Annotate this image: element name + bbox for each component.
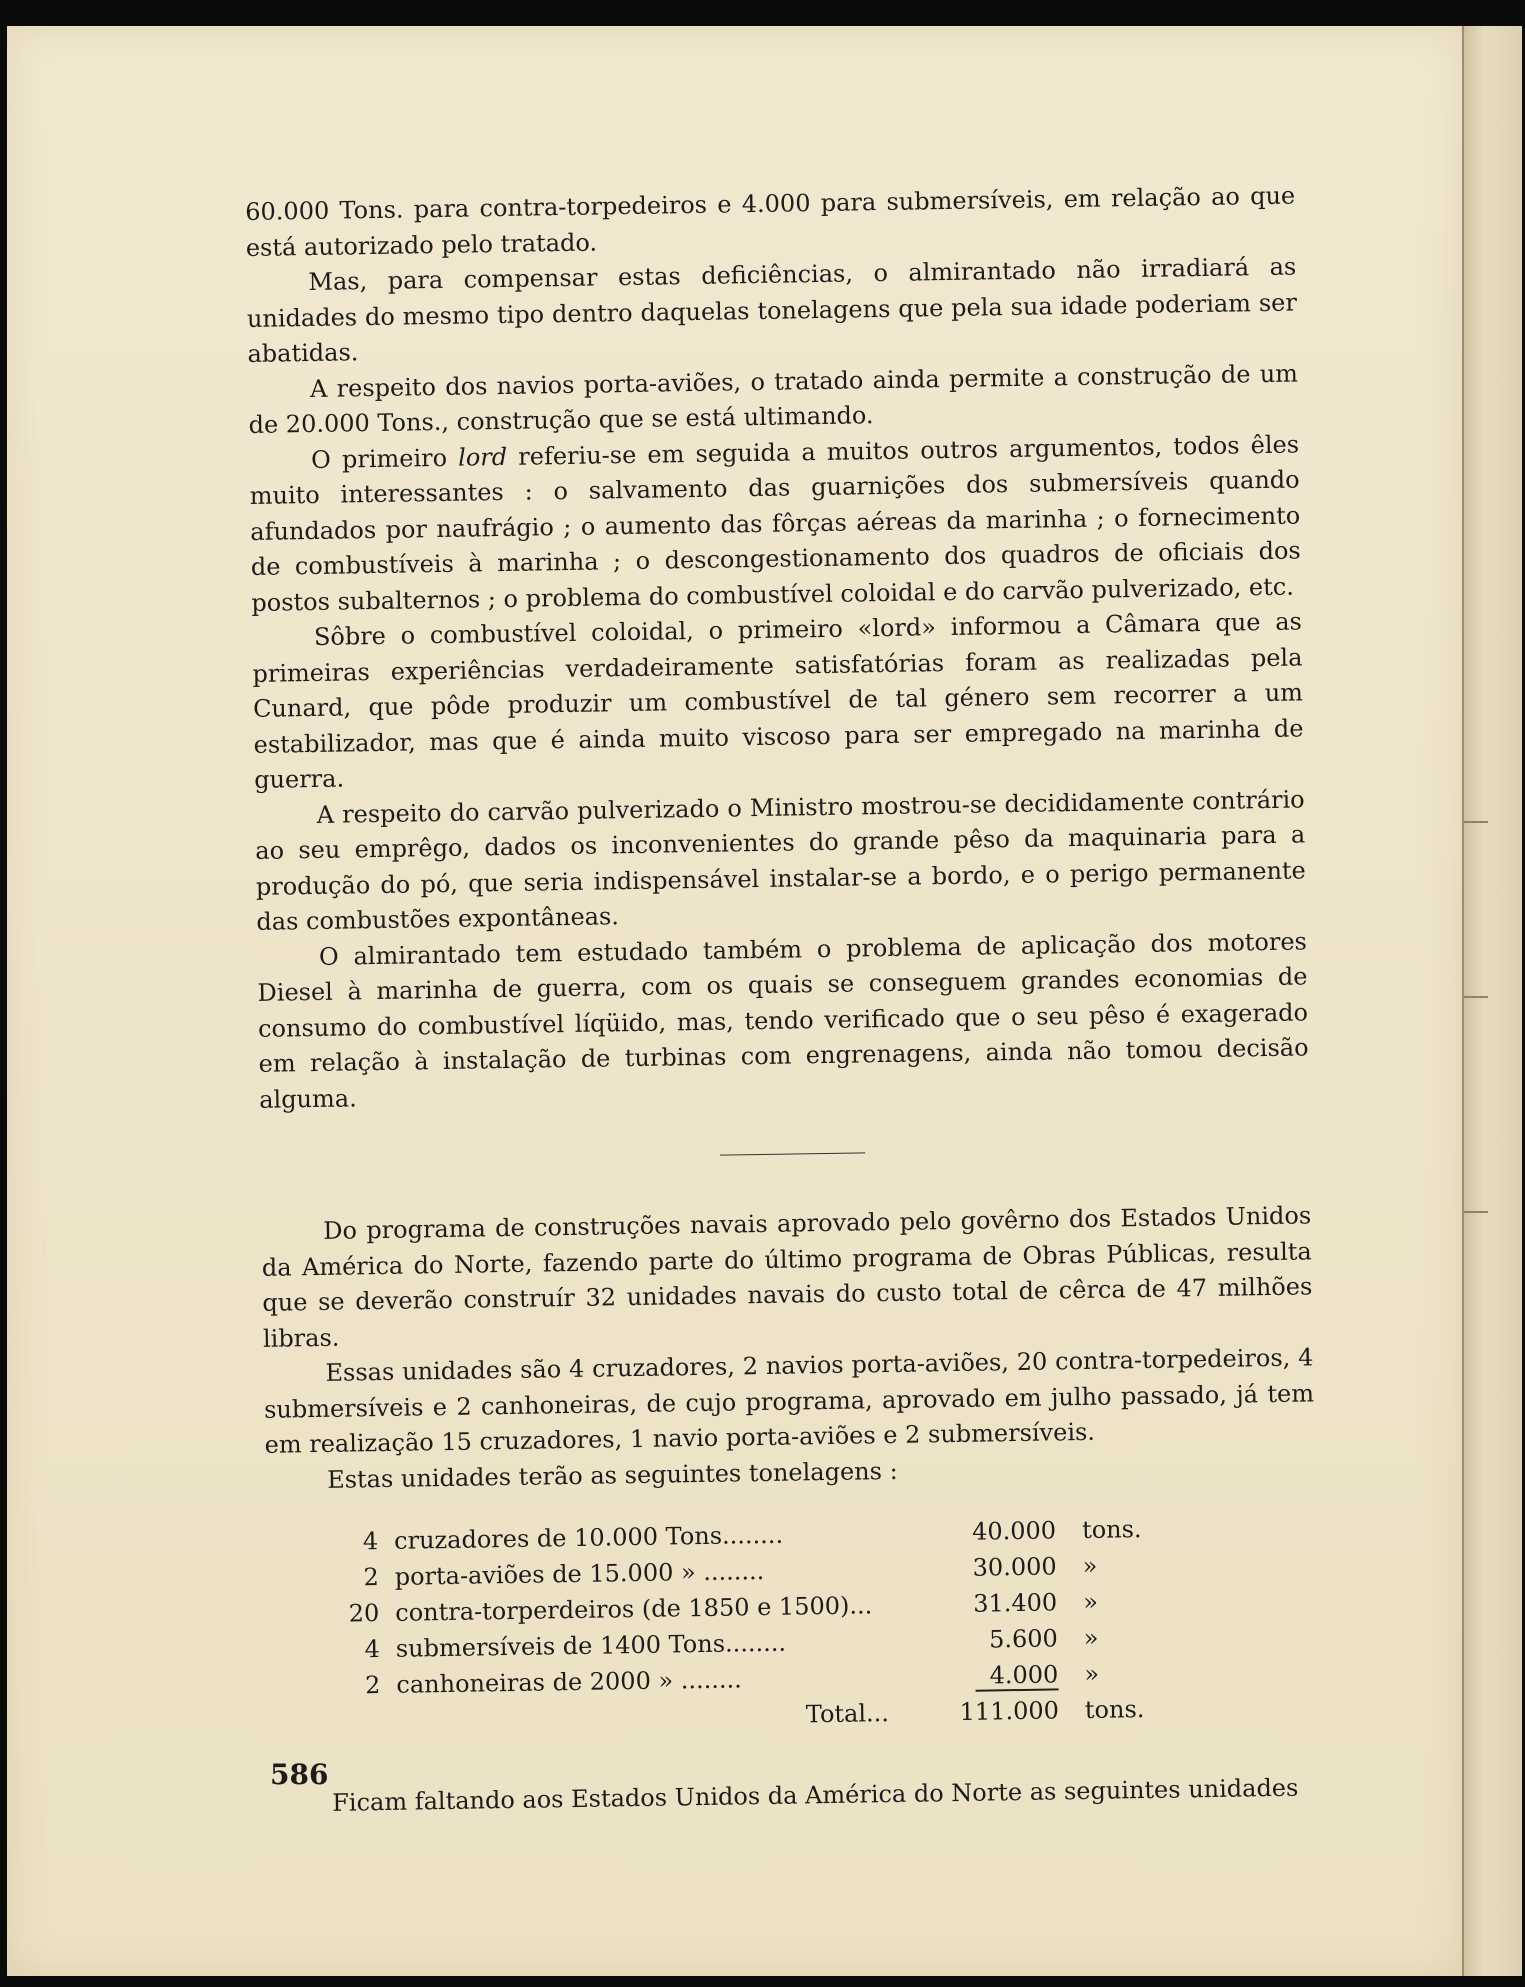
text-run: referiu-se em seguida a muitos outros argumentos, todos êles muito interessantes : o salvamento das guarnições dos submersíveis quando afundados por naufrágio ; o aumento das fôrças aéreas da marinha ; o fornecimento de combustíveis à marinha ; o descongestionamento dos quadros de oficiais dos postos subalternos ; o problema do combustível coloidal e do carvão pulverizado, etc. bbox=[249, 429, 1301, 617]
row-unit: » bbox=[1084, 1659, 1100, 1688]
row-quantity: 2 bbox=[364, 1670, 381, 1699]
page-edge-mark bbox=[1464, 821, 1488, 823]
row-value: 30.000 bbox=[972, 1551, 1057, 1582]
paragraph: Estas unidades terão as seguintes tonelagens : bbox=[326, 1456, 898, 1494]
empty-cell bbox=[329, 1703, 398, 1740]
row-quantity: 2 bbox=[363, 1562, 379, 1591]
row-unit: tons. bbox=[1081, 1514, 1142, 1544]
row-quantity: 4 bbox=[364, 1634, 381, 1663]
total-value: 111.000 bbox=[959, 1695, 1060, 1726]
paragraph: A respeito dos navios porta-aviões, o tratado ainda permite a construção de um de 20.000 Tons., construção que se está ultimando. bbox=[248, 358, 1299, 439]
body-text bbox=[245, 179, 1320, 1823]
row-unit: » bbox=[1082, 1587, 1099, 1616]
total-unit: tons. bbox=[1084, 1694, 1145, 1724]
paragraph-continued: Ficam faltando aos Estados Unidos da América do Norte as seguintes unidades bbox=[332, 1773, 1299, 1817]
paragraph: Do programa de construções navais aprovado pelo govêrno dos Estados Unidos da América do Norte, fazendo parte do último programa de Obras Públicas, resulta que se deverão construír 32 unidades navais do custo total de cêrca de 47 milhões libras. bbox=[261, 1201, 1313, 1353]
paragraph: Sôbre o combustível coloidal, o primeiro «lord» informou a Câmara que as primeiras experiências verdadeiramente satisfatórias foram as realizadas pela Cunard, que pôde produzir um combustível de tal género sem recorrer a um estabilizador, mas que é ainda muito viscoso para ser empregado na marinha de guerra. bbox=[252, 607, 1304, 794]
row-description: cruzadores de 10.000 Tons........ bbox=[393, 1520, 784, 1555]
row-description: contra-torperdeiros (de 1850 e 1500)... bbox=[395, 1590, 873, 1627]
adjacent-page-edge bbox=[1462, 26, 1522, 1976]
row-quantity: 20 bbox=[348, 1598, 380, 1628]
tonnage-table bbox=[326, 1511, 1155, 1740]
paragraph: Mas, para compensar estas deficiências, o almirantado não irradiará as unidades do mesmo tipo dentro daquelas tonelagens que pela sua idade poderiam ser abatidas. bbox=[246, 252, 1298, 368]
paragraph-lord bbox=[249, 427, 1302, 621]
row-description: canhoneiras de 2000 » ........ bbox=[396, 1664, 743, 1699]
row-value: 5.600 bbox=[988, 1623, 1058, 1653]
page-edge-mark bbox=[1464, 996, 1488, 998]
row-value: 40.000 bbox=[971, 1515, 1057, 1546]
page-edge-mark bbox=[1464, 1211, 1488, 1213]
paragraph: Essas unidades são 4 cruzadores, 2 navios porta-aviões, 20 contra-torpedeiros, 4 submersíveis e 2 canhoneiras, de cujo programa, aprovado em julho passado, já tem em realização 15 cruzadores, 1 navio porta-aviões e 2 submersíveis. bbox=[263, 1343, 1315, 1459]
paragraph: O almirantado tem estudado também o problema de aplicação dos motores Diesel à marinha de guerra, com os quais se conseguem grandes economias de consumo do combustível líqüido, mas, tendo verificado que o seu pêso é exagerado em relação à instalação de turbinas com engrenagens, ainda não tomou decisão alguma. bbox=[257, 926, 1309, 1114]
row-quantity: 4 bbox=[362, 1526, 379, 1555]
row-unit: » bbox=[1082, 1551, 1098, 1580]
page-number: 586 bbox=[270, 1758, 329, 1791]
italic-word: lord bbox=[457, 442, 508, 472]
row-description: submersíveis de 1400 Tons........ bbox=[395, 1628, 787, 1663]
row-value bbox=[948, 1656, 1059, 1694]
paragraph: A respeito do carvão pulverizado o Ministro mostrou-se decididamente contrário ao seu emprêgo, dados os inconvenientes do grande pêso da maquinaria para a produção do pó, que seria indispensável instalar-se a bordo, e o perigo permanente das combustões expontâneas. bbox=[255, 784, 1306, 936]
row-value-text: 4.000 bbox=[975, 1660, 1058, 1691]
section-divider bbox=[720, 1152, 865, 1155]
paragraph: 60.000 Tons. para contra-torpedeiros e 4.000 para submersíveis, em relação ao que está autorizado pelo tratado. bbox=[245, 181, 1296, 262]
row-unit: » bbox=[1083, 1623, 1099, 1652]
row-value: 31.400 bbox=[973, 1587, 1058, 1618]
row-description: porta-aviões de 15.000 » ........ bbox=[394, 1556, 765, 1591]
text-run: O primeiro bbox=[310, 443, 459, 474]
total-label: Total... bbox=[805, 1698, 890, 1728]
